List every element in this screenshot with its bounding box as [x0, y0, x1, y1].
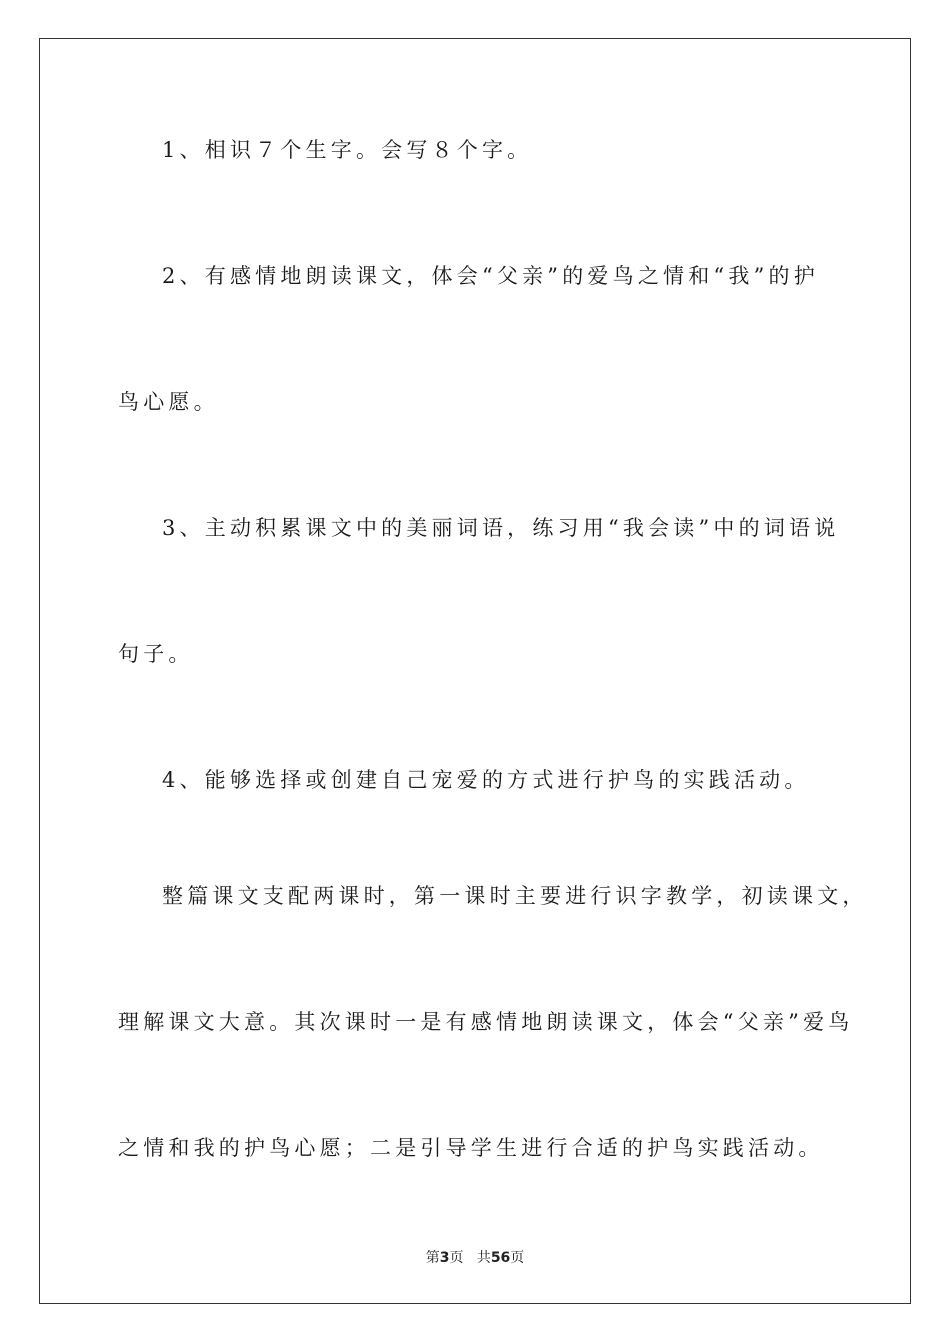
total-prefix: 共 — [476, 1250, 491, 1266]
objective-4: 4、能够选择或创建自己宠爱的方式进行护鸟的实践活动。 — [162, 768, 810, 792]
page-suffix: 页 — [449, 1250, 464, 1266]
total-suffix: 页 — [510, 1250, 525, 1266]
page-number: 3 — [439, 1250, 450, 1266]
schedule-line-1: 整篇课文支配两课时，第一课时主要进行识字教学，初读课文， — [162, 884, 868, 908]
objective-3-line-2: 句子。 — [118, 642, 194, 666]
objective-2-line-1: 2、有感情地朗读课文，体会“父亲”的爱鸟之情和“我”的护 — [162, 264, 819, 288]
page-footer — [0, 1247, 950, 1267]
page-border — [39, 38, 911, 1304]
objective-2-line-2: 鸟心愿。 — [118, 390, 219, 414]
schedule-line-2: 理解课文大意。其次课时一是有感情地朗读课文，体会“父亲”爱鸟 — [118, 1010, 854, 1034]
objective-1: 1、相识７个生字。会写８个字。 — [162, 138, 533, 162]
objective-3-line-1: 3、主动积累课文中的美丽词语，练习用“我会读”中的词语说 — [162, 516, 840, 540]
total-pages: 56 — [490, 1250, 511, 1266]
schedule-line-3: 之情和我的护鸟心愿；二是引导学生进行合适的护鸟实践活动。 — [118, 1136, 824, 1160]
page-prefix: 第 — [425, 1250, 440, 1266]
